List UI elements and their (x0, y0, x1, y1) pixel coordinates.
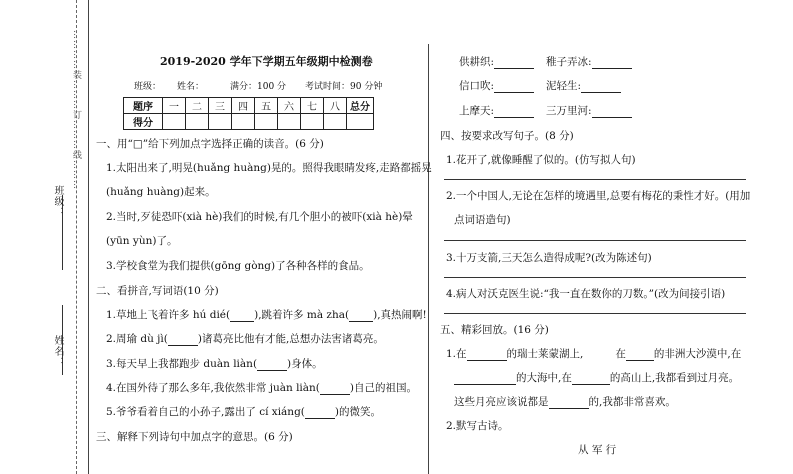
score-cell (324, 114, 347, 130)
score-cell (232, 114, 255, 130)
poem-word-2: 稚子弄冰: (546, 54, 632, 69)
section-3-heading: 三、解释下列诗句中加点字的意思。(6 分) (96, 431, 293, 443)
col-1: 一 (163, 98, 186, 114)
answer-blank[interactable] (581, 81, 621, 93)
poem-word-1: 供耕织: (459, 54, 534, 69)
answer-line[interactable] (444, 240, 746, 241)
col-7: 七 (301, 98, 324, 114)
recall-q2: 2.默写古诗。 (446, 420, 509, 432)
score-cell (301, 114, 324, 130)
pinyin-q3: 3.每天早上我都跑步 duàn liàn( )身体。 (106, 358, 323, 370)
page-border-line (88, 0, 89, 474)
score-table (123, 97, 374, 130)
pinyin-q2: 2.周瑜 dù jì( )诸葛亮比他有才能,总想办法害诸葛亮。 (106, 333, 384, 345)
poem-word-3: 信口吹: (459, 78, 534, 93)
answer-blank[interactable] (549, 397, 589, 409)
col-8: 八 (324, 98, 347, 114)
col-4: 四 (232, 98, 255, 114)
col-3: 三 (209, 98, 232, 114)
name-label: 姓名： (52, 335, 63, 368)
q2-line-2: (yūn yùn)了。 (106, 235, 178, 247)
answer-blank[interactable] (168, 334, 198, 346)
rewrite-q3: 3.十万支箭,三天怎么造得成呢?(改为陈述句) (446, 252, 652, 264)
column-divider (428, 44, 429, 474)
section-2-heading: 二、看拼音,写词语(10 分) (96, 285, 219, 297)
q2-line-1: 2.当时,歹徒恐吓(xià hè)我们的时候,有几个胆小的被吓(xià hè)晕 (106, 211, 413, 223)
poem-word-6: 三万里河: (546, 103, 632, 118)
score-cell (163, 114, 186, 130)
answer-blank[interactable] (454, 373, 516, 385)
score-table-score-row (124, 114, 374, 130)
answer-blank[interactable] (257, 359, 287, 371)
poem-word-5: 上摩天: (459, 103, 534, 118)
binding-marks: …………装………订………线……… (71, 30, 81, 190)
score-cell (209, 114, 232, 130)
class-field: 班级： (134, 82, 162, 92)
full-score-field: 满分：100 分 (230, 82, 287, 92)
class-label: 班级： (52, 185, 63, 218)
answer-blank[interactable] (572, 373, 610, 385)
poem-word-4: 泥轻生: (546, 78, 621, 93)
rewrite-q2-line-2: 点词语造句) (454, 214, 511, 226)
exam-time-field: 考试时间：90 分钟 (305, 82, 383, 92)
pinyin-q1: 1.草地上飞着许多 hú dié( ),跳着许多 mà zha( ),真热闹啊! (106, 309, 427, 321)
recall-q1-line-1: 1.在 的瑞士莱蒙湖上, 在 的非洲大沙漠中,在 (446, 348, 742, 360)
binding-margin (0, 0, 88, 474)
q1-line-2: (huǎng huàng)起来。 (106, 186, 216, 198)
section-5-heading: 五、精彩回放。(16 分) (440, 324, 549, 336)
pinyin-q5: 5.爷爷看着自己的小孙子,露出了 cí xiáng( )的微笑。 (106, 406, 381, 418)
answer-line[interactable] (444, 179, 746, 180)
answer-blank[interactable] (592, 57, 632, 69)
pinyin-q4: 4.在国外待了那么多年,我依然非常 juàn liàn( )自己的祖国。 (106, 382, 418, 394)
answer-line[interactable] (444, 277, 746, 278)
name-field: 姓名： (177, 82, 205, 92)
rewrite-q1: 1.花开了,就像睡醒了似的。(仿写拟人句) (446, 154, 636, 166)
answer-line[interactable] (444, 313, 746, 314)
section-4-heading: 四、按要求改写句子。(8 分) (440, 130, 574, 142)
col-5: 五 (255, 98, 278, 114)
score-cell (278, 114, 301, 130)
total-label: 总分 (347, 98, 374, 114)
recall-q1-line-3: 这些月亮应该说都是 的,我都非常喜欢。 (454, 396, 676, 408)
answer-blank[interactable] (305, 407, 335, 419)
exam-title: 2019-2020 学年下学期五年级期中检测卷 (160, 55, 373, 68)
answer-blank[interactable] (320, 383, 350, 395)
section-1-heading: 一、用“□”给下列加点字选择正确的读音。(6 分) (96, 138, 324, 150)
col-2: 二 (186, 98, 209, 114)
poem-title: 从 军 行 (578, 444, 617, 456)
recall-q1-line-2: 的大海中,在 的高山上,我都看到过月亮。 (454, 370, 739, 385)
answer-blank[interactable] (494, 81, 534, 93)
answer-blank[interactable] (626, 349, 654, 361)
rewrite-q2-line-1: 2.一个中国人,无论在怎样的境遇里,总要有梅花的秉性才好。(用加 (446, 190, 751, 202)
q3-line: 3.学校食堂为我们提供(gōng gòng)了各种各样的食品。 (106, 260, 370, 272)
answer-blank[interactable] (592, 106, 632, 118)
score-label: 得分 (124, 114, 163, 130)
score-cell (347, 114, 374, 130)
answer-blank[interactable] (467, 349, 507, 361)
score-table-header-row (124, 98, 374, 114)
score-cell (186, 114, 209, 130)
order-label: 题序 (124, 98, 163, 114)
answer-blank[interactable] (494, 106, 534, 118)
rewrite-q4: 4.病人对沃克医生说:“我一直在数你的刀数。”(改为间接引语) (446, 288, 726, 300)
answer-blank[interactable] (494, 57, 534, 69)
answer-blank[interactable] (349, 310, 373, 322)
col-6: 六 (278, 98, 301, 114)
score-cell (255, 114, 278, 130)
answer-blank[interactable] (230, 310, 254, 322)
q1-line-1: 1.太阳出来了,明晃(huǎng huàng)晃的。照得我眼睛发疼,走路都摇晃 (106, 162, 432, 174)
